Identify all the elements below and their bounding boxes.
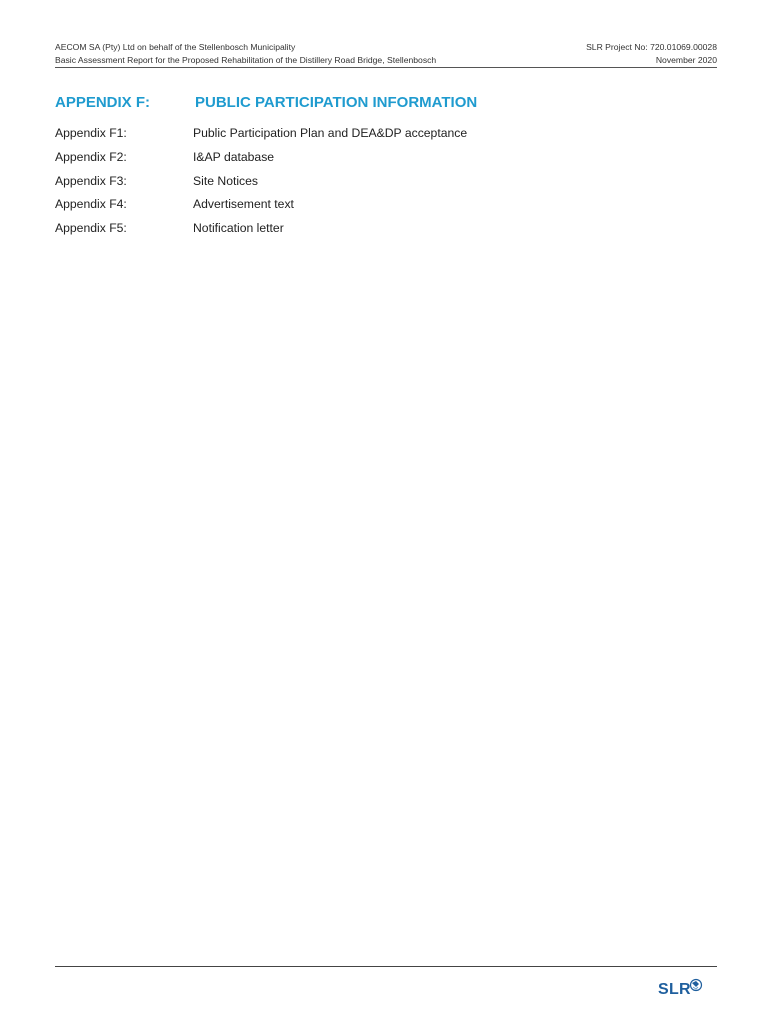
appendix-description: Public Participation Plan and DEA&DP acceptance xyxy=(193,126,468,140)
header-client-line: AECOM SA (Pty) Ltd on behalf of the Stellenbosch Municipality xyxy=(55,42,296,52)
slr-logo xyxy=(658,978,706,1002)
appendix-code: Appendix F2: xyxy=(55,149,127,164)
appendix-description: Notification letter xyxy=(193,221,284,235)
list-item xyxy=(55,219,717,243)
header-right xyxy=(586,41,717,66)
appendix-description: I&AP database xyxy=(193,149,275,164)
appendix-title: PUBLIC PARTICIPATION INFORMATION xyxy=(195,94,478,111)
appendix-code: Appendix F3: xyxy=(55,173,127,188)
appendix-code: Appendix F4: xyxy=(55,197,127,212)
appendix-description: Advertisement text xyxy=(193,197,294,212)
list-item xyxy=(55,195,717,219)
page-header xyxy=(55,41,717,68)
appendix-label: APPENDIX F: xyxy=(55,94,151,111)
appendix-heading xyxy=(55,93,717,115)
header-left xyxy=(55,41,436,66)
footer-divider xyxy=(55,966,717,967)
slr-logo-icon xyxy=(687,978,703,994)
list-item xyxy=(55,124,717,148)
list-item xyxy=(55,148,717,172)
header-project-number: SLR Project No: 720.01069.00028 xyxy=(586,42,717,52)
header-date: November 2020 xyxy=(655,54,717,65)
list-item xyxy=(55,172,717,196)
appendix-code: Appendix F1: xyxy=(55,126,127,140)
appendix-list xyxy=(55,124,717,243)
header-report-title: Basic Assessment Report for the Proposed Rehabilitation of the Distillery Road Bridge, Stellenbosch xyxy=(55,54,437,65)
appendix-description: Site Notices xyxy=(193,173,259,188)
appendix-code: Appendix F5: xyxy=(55,221,127,235)
logo-text: SLR xyxy=(658,981,691,998)
